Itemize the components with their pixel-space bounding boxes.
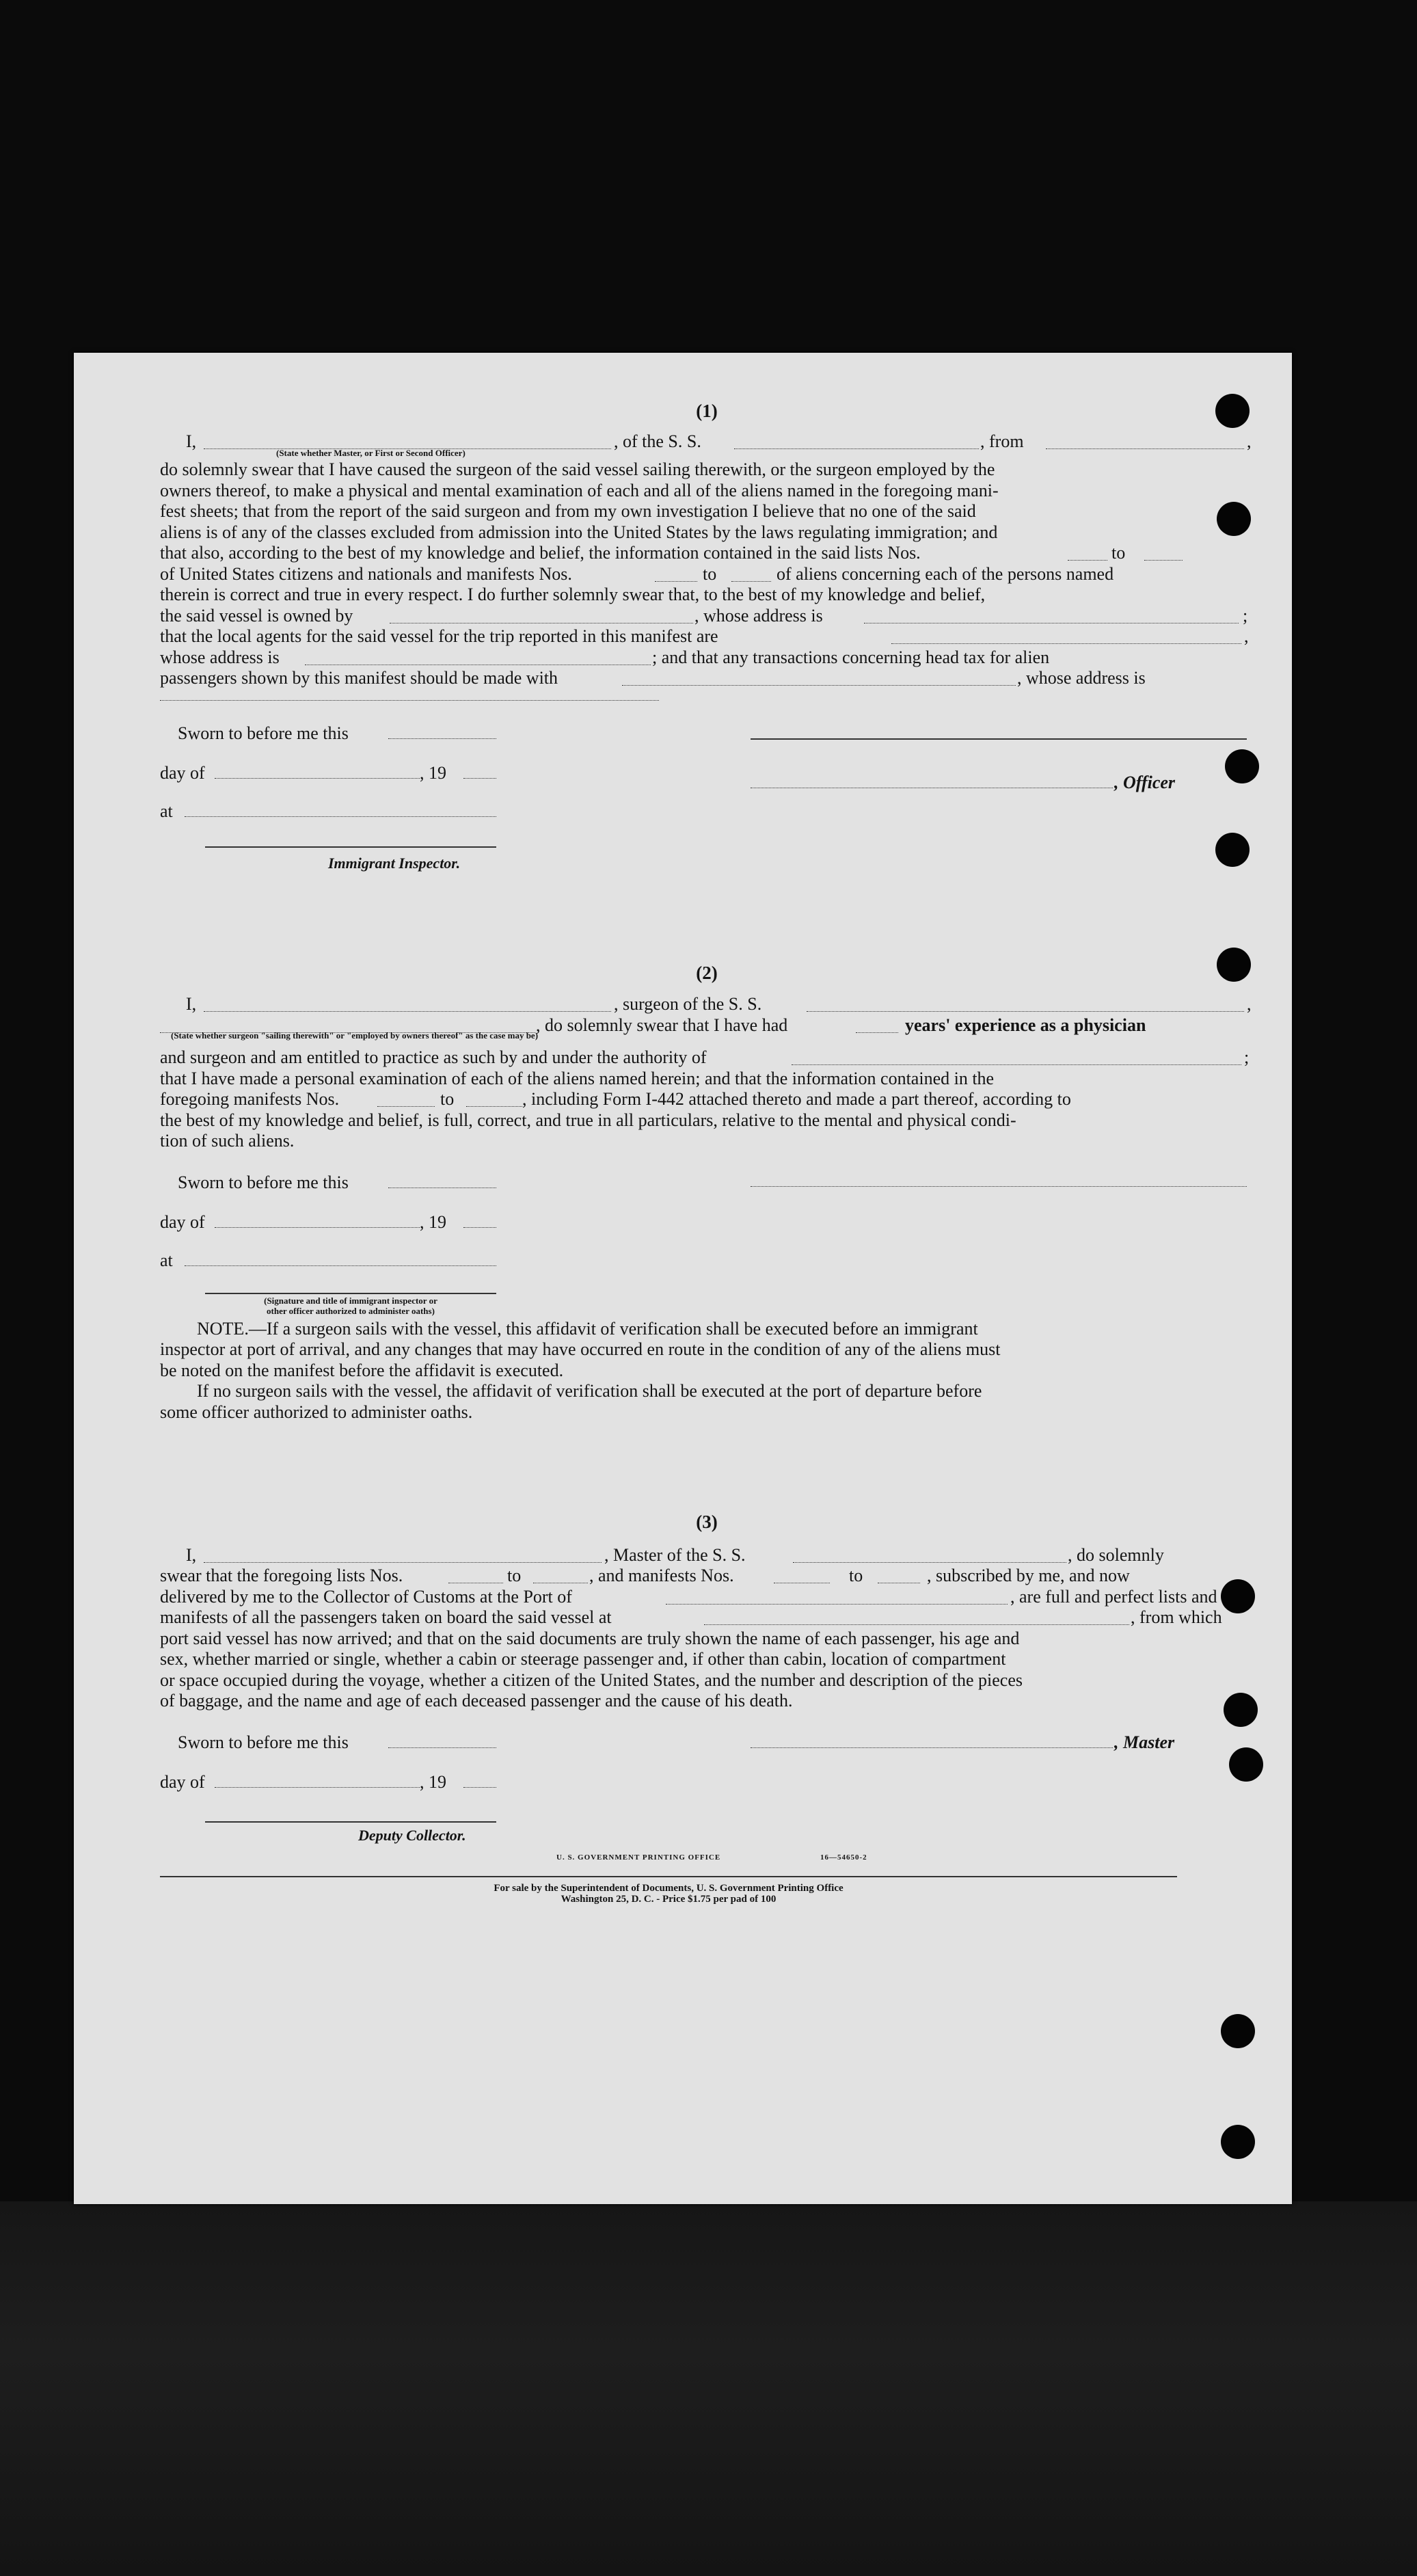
text: , bbox=[1247, 431, 1252, 451]
text: , bbox=[1247, 994, 1252, 1014]
inspector-signature-line[interactable] bbox=[205, 1291, 496, 1294]
master-vessel-field[interactable] bbox=[793, 1547, 1066, 1563]
surgeon-status-field[interactable] bbox=[160, 1017, 535, 1033]
text: to bbox=[849, 1566, 863, 1585]
sale-line: Washington 25, D. C. - Price $1.75 per pad of 100 bbox=[561, 1893, 777, 1905]
local-agents-field[interactable] bbox=[891, 628, 1241, 644]
head-tax-agent-field[interactable] bbox=[622, 670, 1016, 686]
master-name-field[interactable] bbox=[204, 1547, 602, 1563]
text: , 19 bbox=[420, 762, 446, 783]
sworn-year-field[interactable] bbox=[463, 763, 496, 779]
lists-from-field[interactable] bbox=[448, 1568, 503, 1583]
note-line: be noted on the manifest before the affidavit is executed. bbox=[160, 1360, 564, 1380]
text: Sworn to before me this bbox=[178, 723, 349, 743]
lists-to-field[interactable] bbox=[533, 1568, 588, 1583]
text: , do solemnly swear that I have had bbox=[536, 1015, 788, 1035]
oath-line: owners thereof, to make a physical and mental examination of each and all of the aliens named in the foregoing mani- bbox=[160, 480, 999, 500]
text: years' experience as a physician bbox=[905, 1015, 1146, 1035]
head-tax-address-field[interactable] bbox=[160, 685, 659, 701]
text: to bbox=[440, 1089, 455, 1109]
manifest-affidavit-page bbox=[74, 353, 1292, 2204]
surgeon-manifest-from-field[interactable] bbox=[377, 1091, 435, 1107]
text: delivered by me to the Collector of Customs at the Port of bbox=[160, 1586, 572, 1607]
collector-signature-line[interactable] bbox=[205, 1820, 496, 1823]
oath-line: the best of my knowledge and belief, is full, correct, and true in all particulars, relative to the mental and physical condi- bbox=[160, 1110, 1016, 1130]
manifests-from-field[interactable] bbox=[774, 1568, 830, 1583]
form-content bbox=[160, 401, 1254, 1905]
note-line: If no surgeon sails with the vessel, the affidavit of verification shall be executed at the port of departure before bbox=[197, 1381, 982, 1401]
text: of United States citizens and nationals and manifests Nos. bbox=[160, 563, 572, 584]
section-2 bbox=[160, 963, 1254, 1423]
manifest-no-from-field[interactable] bbox=[655, 566, 697, 582]
note-line: inspector at port of arrival, and any changes that may have occurred en route in the condition of any of the aliens must bbox=[160, 1339, 1001, 1359]
surgeon-manifest-to-field[interactable] bbox=[466, 1091, 522, 1107]
master-label: , Master bbox=[1114, 1732, 1175, 1752]
oath-line: do solemnly swear that I have caused the surgeon of the said vessel sailing therewith, or the surgeon employed by the bbox=[160, 459, 995, 479]
text: , are full and perfect lists and bbox=[1010, 1586, 1217, 1607]
text: , do solemnly bbox=[1068, 1544, 1164, 1565]
surgeon-name-field[interactable] bbox=[204, 996, 611, 1012]
text: and surgeon and am entitled to practice as such by and under the authority of bbox=[160, 1047, 707, 1067]
text: at bbox=[160, 801, 173, 821]
text: , whose address is bbox=[694, 605, 823, 626]
footer-divider bbox=[160, 1876, 1177, 1877]
sworn-day-field[interactable] bbox=[388, 1172, 496, 1188]
binder-hole bbox=[1221, 2014, 1255, 2048]
sworn-day-field[interactable] bbox=[388, 723, 496, 739]
text: I, bbox=[186, 994, 197, 1014]
text: Sworn to before me this bbox=[178, 1732, 349, 1752]
text: the said vessel is owned by bbox=[160, 605, 353, 626]
port-of-boarding-field[interactable] bbox=[704, 1609, 1129, 1625]
text: Sworn to before me this bbox=[178, 1172, 349, 1192]
sworn-place-field[interactable] bbox=[185, 801, 496, 817]
text: to bbox=[703, 563, 717, 584]
section-number: (3) bbox=[696, 1512, 718, 1532]
text: to bbox=[1111, 543, 1126, 563]
section-number: (2) bbox=[696, 962, 718, 983]
scan-background bbox=[0, 2201, 1417, 2576]
rank-field[interactable] bbox=[204, 433, 611, 449]
signature-block-3 bbox=[160, 1712, 1254, 1842]
sworn-month-field[interactable] bbox=[215, 763, 420, 779]
text: that also, according to the best of my knowledge and belief, the information contained in the said lists Nos. bbox=[160, 543, 921, 563]
section-number: (1) bbox=[696, 401, 718, 421]
text: at bbox=[160, 1250, 173, 1270]
signature-block-2 bbox=[160, 1152, 1254, 1316]
text: swear that the foregoing lists Nos. bbox=[160, 1566, 403, 1585]
text: , of the S. S. bbox=[614, 431, 701, 451]
note-line: some officer authorized to administer oaths. bbox=[160, 1401, 473, 1422]
sale-notice bbox=[160, 1883, 1177, 1905]
text: ; bbox=[1244, 1047, 1250, 1067]
section-1 bbox=[160, 401, 1254, 883]
text: , 19 bbox=[420, 1211, 446, 1232]
section-3 bbox=[160, 1512, 1254, 1905]
text: day of bbox=[160, 1771, 205, 1792]
text: , Master of the S. S. bbox=[604, 1544, 746, 1565]
sworn-month-field[interactable] bbox=[215, 1212, 420, 1228]
officer-signature-line[interactable] bbox=[751, 737, 1247, 740]
text: I, bbox=[186, 1544, 197, 1565]
inspector-signature-line[interactable] bbox=[205, 845, 496, 848]
text: day of bbox=[160, 1211, 205, 1232]
oath-line: aliens is of any of the classes excluded from admission into the United States by the laws regulating immigration; and bbox=[160, 522, 998, 542]
text: manifests of all the passengers taken on board the said vessel at bbox=[160, 1607, 612, 1627]
caption-line: (Signature and title of immigrant inspector or bbox=[264, 1295, 437, 1306]
note-line: NOTE.—If a surgeon sails with the vessel, this affidavit of verification shall be executed before an immigrant bbox=[197, 1318, 978, 1339]
field-caption: (State whether Master, or First or Second Officer) bbox=[276, 448, 465, 458]
text: , surgeon of the S. S. bbox=[614, 994, 762, 1014]
text: whose address is bbox=[160, 647, 280, 667]
sworn-place-field[interactable] bbox=[185, 1250, 496, 1266]
sworn-year-field[interactable] bbox=[463, 1212, 496, 1228]
officer-label: , Officer bbox=[1114, 772, 1176, 792]
text: day of bbox=[160, 762, 205, 783]
text: to bbox=[507, 1566, 522, 1585]
text: , and manifests Nos. bbox=[589, 1566, 734, 1585]
oath-line: fest sheets; that from the report of the said surgeon and from my own investigation I believe that no one of the said bbox=[160, 501, 976, 521]
sworn-month-field[interactable] bbox=[215, 1772, 420, 1788]
binder-hole bbox=[1221, 2125, 1255, 2159]
text: , subscribed by me, and now bbox=[927, 1566, 1130, 1585]
text: ; bbox=[1243, 605, 1248, 626]
departure-port-field[interactable] bbox=[1046, 433, 1244, 449]
sworn-year-field[interactable] bbox=[463, 1772, 496, 1788]
text: , including Form I-442 attached thereto and made a part thereof, according to bbox=[522, 1089, 1071, 1109]
vessel-name-field[interactable] bbox=[734, 433, 979, 449]
printing-office: U. S. GOVERNMENT PRINTING OFFICE bbox=[556, 1853, 721, 1862]
oath-line: that I have made a personal examination of each of the aliens named herein; and that the information contained in the bbox=[160, 1068, 995, 1088]
text: foregoing manifests Nos. bbox=[160, 1089, 340, 1109]
signature-block-1 bbox=[160, 703, 1254, 883]
manifests-to-field[interactable] bbox=[878, 1568, 920, 1583]
owner-address-field[interactable] bbox=[864, 608, 1239, 623]
list-no-to-field[interactable] bbox=[1144, 545, 1183, 561]
list-no-from-field[interactable] bbox=[1068, 545, 1107, 561]
text: that the local agents for the said vessel for the trip reported in this manifest are bbox=[160, 626, 718, 646]
collector-label: Deputy Collector. bbox=[358, 1826, 466, 1844]
officer-title-line[interactable] bbox=[751, 773, 1113, 788]
text: , bbox=[1244, 626, 1249, 646]
signature-caption bbox=[205, 1296, 496, 1316]
surgeon-vessel-field[interactable] bbox=[807, 996, 1244, 1012]
oath-line: therein is correct and true in every respect. I do further solemnly swear that, to the best of my knowledge and belief, bbox=[160, 585, 986, 604]
agents-address-field[interactable] bbox=[305, 649, 651, 665]
inspector-label: Immigrant Inspector. bbox=[328, 854, 461, 872]
form-code: 16—54650-2 bbox=[820, 1853, 867, 1862]
port-of-arrival-field[interactable] bbox=[666, 1589, 1008, 1605]
surgeon-signature-line[interactable] bbox=[751, 1171, 1247, 1187]
owner-field[interactable] bbox=[390, 608, 693, 623]
text: of aliens concerning each of the persons named bbox=[777, 563, 1114, 584]
text: , from bbox=[980, 431, 1024, 451]
printing-imprint bbox=[160, 1842, 1254, 1872]
manifest-no-to-field[interactable] bbox=[731, 566, 771, 582]
oath-line: port said vessel has now arrived; and that on the said documents are truly shown the name of each passenger, his age and bbox=[160, 1628, 1020, 1648]
oath-line: sex, whether married or single, whether a cabin or steerage passenger and, if other than cabin, location of compartment bbox=[160, 1649, 1006, 1669]
master-signature-line[interactable] bbox=[751, 1732, 1113, 1748]
text: ; and that any transactions concerning head tax for alien bbox=[652, 647, 1050, 667]
text: , from which bbox=[1131, 1607, 1222, 1627]
text: , 19 bbox=[420, 1771, 446, 1792]
years-experience-field[interactable] bbox=[856, 1017, 898, 1033]
caption-line: other officer authorized to administer oaths) bbox=[267, 1305, 435, 1316]
authority-field[interactable] bbox=[792, 1049, 1241, 1065]
oath-line: of baggage, and the name and age of each deceased passenger and the cause of his death. bbox=[160, 1691, 793, 1710]
text: , whose address is bbox=[1017, 668, 1146, 688]
text: passengers shown by this manifest should be made with bbox=[160, 668, 558, 688]
oath-line: or space occupied during the voyage, whether a citizen of the United States, and the number and description of the pieces bbox=[160, 1669, 1023, 1690]
oath-line: tion of such aliens. bbox=[160, 1131, 295, 1151]
text: I, bbox=[186, 431, 197, 451]
sale-line: For sale by the Superintendent of Documents, U. S. Government Printing Office bbox=[494, 1882, 844, 1894]
note bbox=[160, 1319, 1254, 1423]
sworn-day-field[interactable] bbox=[388, 1732, 496, 1748]
field-caption: (State whether surgeon "sailing therewith" or "employed by owners thereof" as the case may be) bbox=[171, 1030, 539, 1041]
